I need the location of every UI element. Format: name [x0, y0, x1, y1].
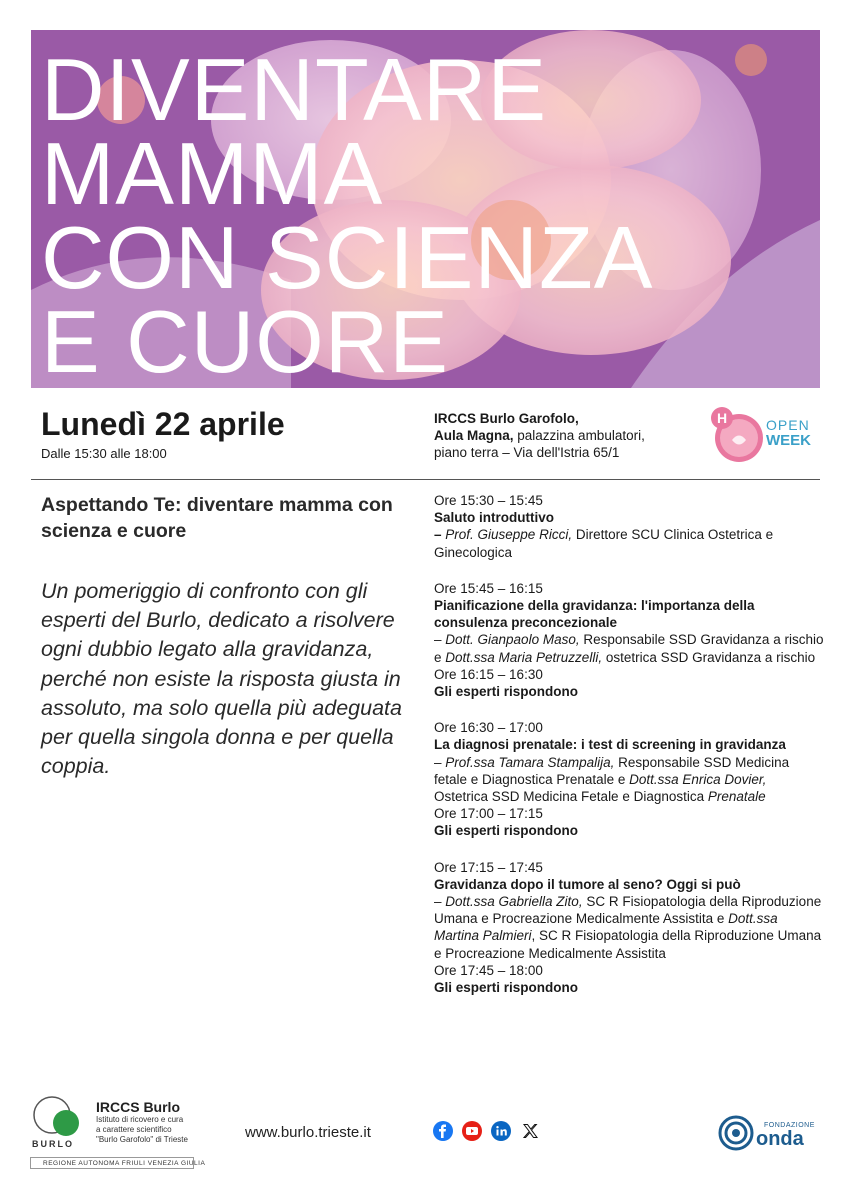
region-label: REGIONE AUTONOMA FRIULI VENEZIA GIULIA	[30, 1157, 194, 1169]
session-title: Gravidanza dopo il tumore al seno? Oggi si può	[434, 876, 741, 892]
speaker-name: Dott.ssa Enrica Dovier,	[629, 771, 767, 787]
open-week-text	[766, 418, 811, 448]
session-time: Ore 17:45 – 18:00	[434, 962, 543, 978]
hero-title-line: DIVENTARE	[41, 40, 548, 139]
x-icon[interactable]	[520, 1121, 540, 1141]
onda-big-text: onda	[756, 1128, 804, 1150]
burlo-desc-line: a carattere scientifico	[96, 1125, 172, 1134]
hero-title	[41, 40, 654, 388]
hero-title-line: MAMMA	[41, 124, 384, 223]
burlo-desc-line: Istituto di ricovero e cura	[96, 1115, 184, 1124]
facebook-icon[interactable]	[433, 1121, 453, 1141]
hero-title-line: E CUORE	[41, 292, 449, 388]
session-title: Saluto introduttivo	[434, 510, 554, 526]
session-title: Gli esperti rispondono	[434, 980, 579, 996]
onda-logo-icon	[718, 1113, 822, 1153]
event-time: Dalle 15:30 alle 18:00	[41, 446, 167, 461]
program-block	[434, 859, 824, 997]
speaker-name: Dott. Gianpaolo Maso,	[445, 632, 580, 648]
event-subtitle: Aspettando Te: diventare mamma con scienza e cuore	[41, 494, 393, 542]
youtube-icon[interactable]	[462, 1121, 482, 1141]
speaker-name: Prof. Giuseppe Ricci,	[445, 527, 573, 543]
session-speakers: – Prof.ssa Tamara Stampalija, Responsabile SSD Medicina fetale e Diagnostica Prenatale e Dott.ssa Enrica Dovier, Ostetrica SSD Medicina Fetale e Diagnostica Prenatale	[434, 754, 790, 805]
section-divider	[31, 479, 820, 480]
social-links	[433, 1121, 540, 1141]
session-speakers: – Dott. Gianpaolo Maso, Responsabile SSD Gravidanza a rischio e Dott.ssa Maria Petruzzelli, ostetrica SSD Gravidanza a rischio	[434, 632, 824, 665]
open-week-badge-icon	[710, 404, 764, 466]
onda-small-text: FONDAZIONE	[764, 1122, 815, 1129]
linkedin-icon[interactable]	[491, 1121, 511, 1141]
intro-paragraph: Un pomeriggio di confronto con gli esperti del Burlo, dedicato a risolvere ogni dubbio legato alla gravidanza, perché non esiste la risposta giusta in assoluto, ma solo quella più adeguata per quella singola donna e per quella coppia.	[41, 579, 402, 779]
speaker-name: Prof.ssa Tamara Stampalija,	[445, 754, 615, 770]
burlo-description	[96, 1099, 188, 1145]
session-time: Ore 16:15 – 16:30	[434, 666, 543, 682]
session-time: Ore 15:45 – 16:15	[434, 580, 543, 596]
speaker-name: Dott.ssa Maria Petruzzelli,	[445, 649, 603, 665]
badge-letter: H	[716, 410, 728, 426]
program-block	[434, 580, 824, 700]
session-time: Ore 15:30 – 15:45	[434, 493, 543, 508]
event-venue	[434, 410, 694, 461]
session-speakers: – Prof. Giuseppe Ricci, Direttore SCU Clinica Ostetrica e Ginecologica	[434, 527, 774, 560]
burlo-word: BURLO	[32, 1139, 74, 1149]
burlo-logo-icon	[30, 1093, 90, 1151]
program-block	[434, 719, 824, 839]
fondazione-onda-logo	[718, 1113, 822, 1158]
event-date: Lunedì 22 aprile	[41, 406, 285, 442]
program-schedule	[434, 492, 824, 1015]
speaker-name: Dott.ssa Martina Palmieri	[434, 911, 778, 944]
session-title: Gli esperti rispondono	[434, 823, 579, 839]
session-time: Ore 16:30 – 17:00	[434, 720, 543, 736]
speaker-name: Dott.ssa Gabriella Zito,	[445, 894, 583, 910]
session-title: La diagnosi prenatale: i test di screening in gravidanza	[434, 737, 786, 753]
venue-name: IRCCS Burlo Garofolo,	[434, 411, 579, 426]
burlo-name: IRCCS Burlo	[96, 1099, 180, 1115]
week-label: WEEK	[766, 432, 811, 449]
session-title: Gli esperti rispondono	[434, 684, 579, 700]
hero-banner	[31, 30, 820, 388]
program-block	[434, 492, 824, 561]
burlo-logo	[30, 1093, 90, 1156]
hero-title-line: CON SCIENZA	[41, 208, 654, 307]
venue-address: piano terra – Via dell'Istria 65/1	[434, 445, 620, 460]
session-speakers: – Dott.ssa Gabriella Zito, SC R Fisiopatologia della Riproduzione Umana e Procreazione Medicalmente Assistita e Dott.ssa Martina Palmieri, SC R Fisiopatologia della Riproduzione Umana e Procreazione Medicalmente Assistita	[434, 894, 822, 961]
venue-building: palazzina ambulatori,	[513, 428, 645, 443]
session-title: Pianificazione della gravidanza: l'importanza della consulenza preconcezionale	[434, 598, 755, 631]
session-time: Ore 17:00 – 17:15	[434, 806, 543, 822]
website-link[interactable]: www.burlo.trieste.it	[245, 1124, 371, 1141]
open-week-logo	[710, 404, 822, 466]
burlo-desc-line: "Burlo Garofolo" di Trieste	[96, 1135, 188, 1144]
open-label: OPEN	[766, 417, 810, 433]
session-time: Ore 17:15 – 17:45	[434, 859, 543, 875]
venue-room: Aula Magna,	[434, 428, 514, 443]
